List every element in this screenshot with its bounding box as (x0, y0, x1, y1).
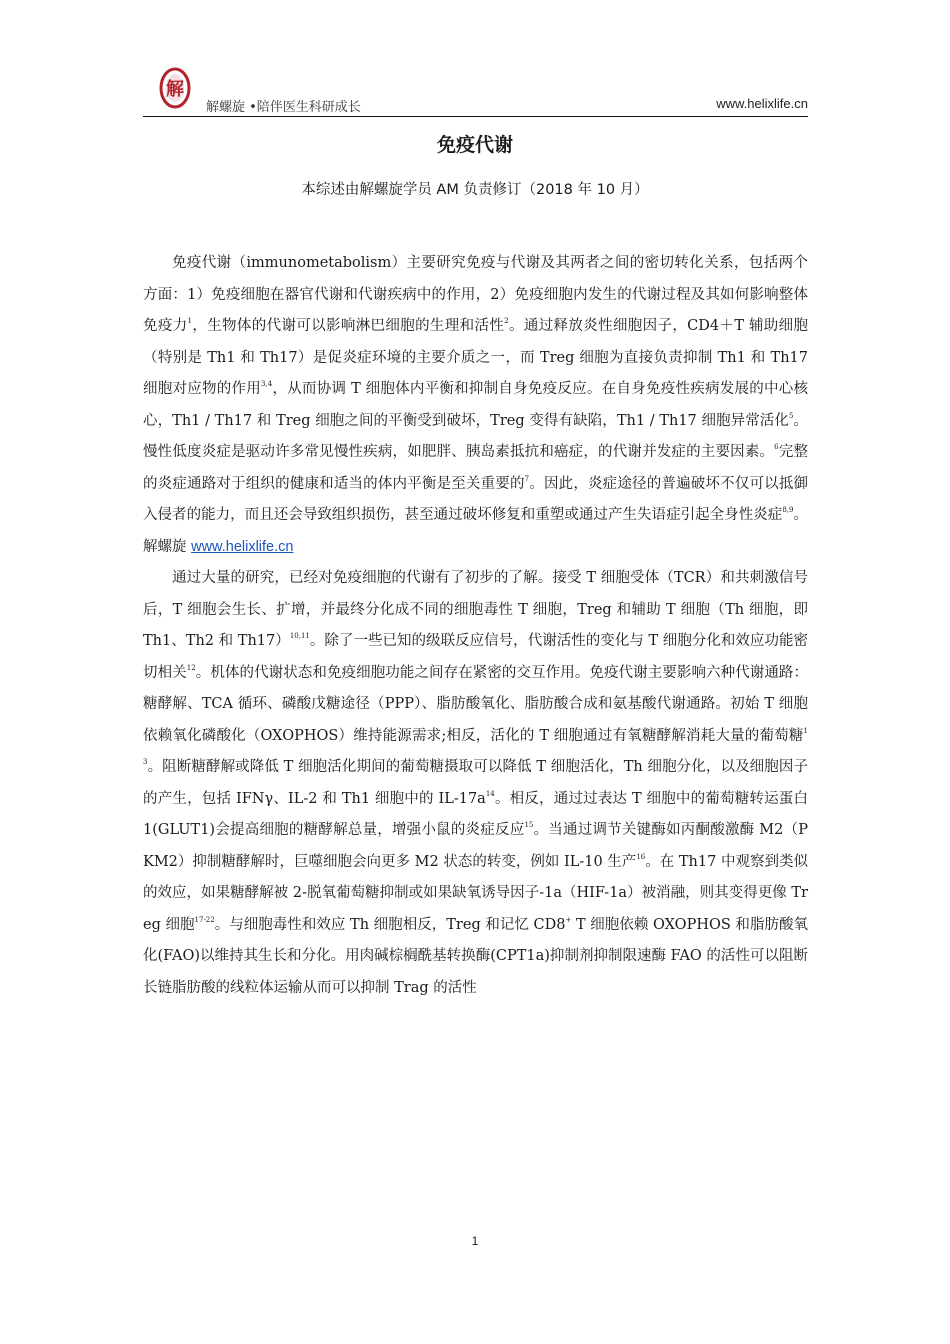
document-body (143, 248, 808, 1004)
superscript-plus: + (565, 915, 572, 924)
header-website[interactable]: www.helixlife.cn (716, 96, 808, 111)
citation: 2 (504, 317, 509, 325)
citation: 6 (774, 443, 779, 451)
paragraph-1: 免疫代谢（immunometabolism）主要研究免疫与代谢及其两者之间的密切转化关系，包括两个方面：1）免疫细胞在器官代谢和代谢疾病中的作用，2）免疫细胞内发生的代谢过程及其如何影响整体免疫力$^1$，生物体的代谢可以影响淋巴细胞的生理和活性$^2$。通过释放炎性细胞因子，CD4＋T 辅助细胞（特别是 Th1 和 Th17）是促炎症环境的主要介质之一，而 Treg 细胞为直接负责抑制 Th1 和 Th17 细胞对应物的作用$^{3,4}$，从而协调 T 细胞体内平衡和抑制自身免疫反应。在自身免疫性疾病发展的中心核心，Th1 / Th17 和 Treg 细胞之间的平衡受到破坏，Treg 变得有缺陷，Th1 / Th17 细胞异常活化$^5$。慢性低度炎症是驱动许多常见慢性疾病，如肥胖、胰岛素抵抗和癌症，的代谢并发症的主要因素。$^6$完整的炎症通路对于组织的健康和适当的体内平衡是至关重要的$^7$。因此，炎症途径的普遍破坏不仅可以抵御入侵者的能力，而且还会导致组织损伤，甚至通过破坏修复和重塑或通过产生失语症引起全身性炎症$^{8,9}$。解螺旋 www.helixlife.cn (143, 255, 809, 555)
citation: 1 (187, 317, 193, 325)
citation: 14 (485, 789, 495, 798)
header-divider (143, 116, 808, 117)
citation: 10,11 (289, 632, 310, 640)
page-number: 1 (471, 1234, 479, 1248)
citation: 5 (788, 411, 794, 420)
citation: 12 (186, 663, 196, 672)
logo-character: 解 (166, 79, 184, 100)
citation: 7 (524, 474, 530, 483)
document-title: 免疫代谢 (436, 134, 513, 156)
helix-logo (158, 66, 192, 110)
citation: 13 (143, 726, 808, 766)
citation: 8,9 (782, 506, 794, 514)
helixlife-link[interactable]: www.helixlife.cn (191, 538, 294, 555)
header-tagline: 解螺旋 •陪伴医生科研成长 (206, 100, 361, 115)
citation: 3,4 (261, 380, 273, 388)
citation: 17-22 (194, 915, 215, 924)
citation: 15 (524, 821, 534, 829)
paragraph-2: 通过大量的研究，已经对免疫细胞的代谢有了初步的了解。接受 T 细胞受体（TCR）和共刺激信号后，T 细胞会生长、扩增，并最终分化成不同的细胞毒性 T 细胞，Treg 和辅助 T 细胞（Th 细胞，即 Th1、Th2 和 Th17）$^{10,11}$。除了一些已知的级联反应信号，代谢活性的变化与 T 细胞分化和效应功能密切相关$^{12}$。机体的代谢状态和免疫细胞功能之间存在紧密的交互作用。免疫代谢主要影响六种代谢通路：糖酵解、TCA 循环、磷酸戊糖途径（PPP）、脂肪酸氧化、脂肪酸合成和氨基酸代谢通路。初始 T 细胞依赖氧化磷酸化（OXOPHOS）维持能源需求;相反，活化的 T 细胞通过有氧糖酵解消耗大量的葡萄糖$^{13}$。阻断糖酵解或降低 T 细胞活化期间的葡萄糖摄取可以降低 T 细胞活化，Th 细胞分化，以及细胞因子的产生，包括 IFNγ、IL-2 和 Th1 细胞中的 $IL-17a^{14}$。相反，通过过表达 T 细胞中的葡萄糖转运蛋白 1(GLUT1)会提高细胞的糖酵解总量，增强小鼠的炎症反应$^{15}$。当通过调节关键酶如丙酮酸激酶 M2（PKM2）抑制糖酵解时，巨噬细胞会向更多 M2 状态的转变，例如 IL-10 生产$^{16}$。在 Th17 中观察到类似的效应，如果糖酵解被 2-脱氧葡萄糖抑制或如果缺氧诱导因子-1a（HIF-1a）被消融，则其变得更像 Treg 细胞$^{17-22}$。与细胞毒性和效应 Th 细胞相反，Treg 和记忆 CD8+ T 细胞依赖 OXOPHOS 和脂肪酸氧化(FAO)以维持其生长和分化。用肉碱棕榈酰基转换酶(CPT1a)抑制剂抑制限速酶 FAO 的活性可以阻断长链脂肪酸的线粒体运输从而可以抑制 Trag 的活性 (143, 570, 809, 996)
document-subtitle: 本综述由解螺旋学员 AM 负责修订（2018 年 10 月） (301, 182, 649, 198)
citation: 16 (636, 852, 646, 861)
